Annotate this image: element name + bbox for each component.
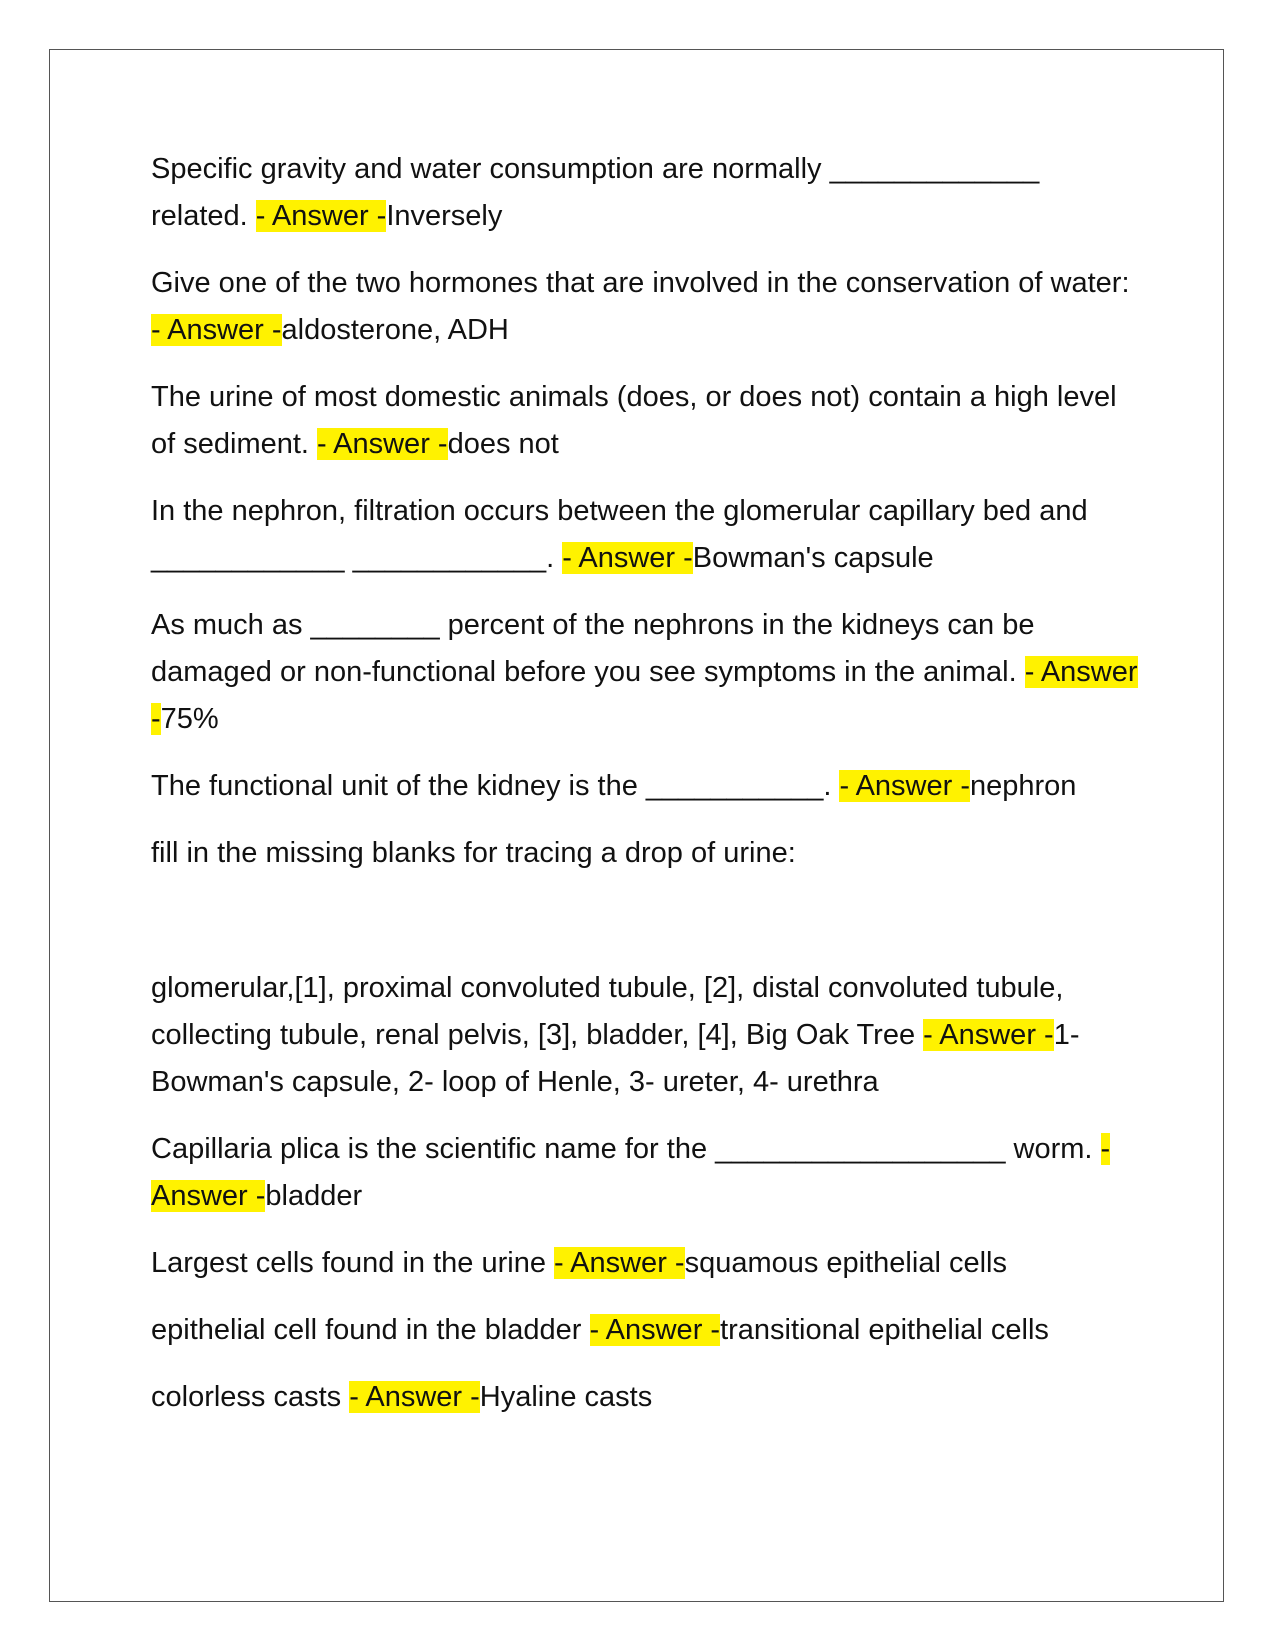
answer-text: bladder (265, 1180, 363, 1212)
answer-marker: - Answer - (151, 656, 1138, 735)
answer-text: does not (447, 428, 559, 460)
qa-item (151, 965, 1141, 1106)
qa-item (151, 146, 1141, 240)
answer-text: Hyaline casts (479, 1381, 653, 1413)
answer-text: Bowman's capsule (692, 542, 934, 574)
answer-marker: - Answer - (562, 542, 693, 574)
question-text: In the nephron, filtration occurs between the glomerular capillary bed and ____________ ____________. (151, 495, 1088, 574)
question-text: Capillaria plica is the scientific name for the __________________ worm. (151, 1133, 1101, 1165)
answer-text: transitional epithelial cells (720, 1314, 1049, 1346)
question-text: epithelial cell found in the bladder (151, 1314, 590, 1346)
answer-marker: - Answer - (255, 200, 387, 232)
answer-marker: - Answer - (839, 770, 970, 802)
qa-item (151, 1374, 1141, 1421)
qa-item (151, 260, 1141, 354)
answer-text: squamous epithelial cells (684, 1247, 1007, 1279)
document-body (151, 146, 1141, 1441)
question-text: The urine of most domestic animals (does, or does not) contain a high level of sediment. (151, 381, 1117, 460)
answer-text: Inversely (386, 200, 503, 232)
qa-item (151, 1240, 1141, 1287)
answer-text: 1- Bowman's capsule, 2- loop of Henle, 3- ureter, 4- urethra (151, 1019, 1080, 1098)
qa-item (151, 763, 1141, 810)
question-text: The functional unit of the kidney is the ___________. (151, 770, 840, 802)
qa-item (151, 374, 1141, 468)
answer-marker: - Answer - (151, 314, 282, 346)
answer-marker: - Answer - (923, 1019, 1054, 1051)
answer-marker: - Answer - (554, 1247, 685, 1279)
question-text: As much as ________ percent of the nephrons in the kidneys can be damaged or non-functional before you see symptoms in the animal. (151, 609, 1035, 688)
question-text: Give one of the two hormones that are involved in the conservation of water: (151, 267, 1130, 299)
question-text: colorless casts (151, 1381, 350, 1413)
question-text: Specific gravity and water consumption are normally _____________ related. (151, 153, 1040, 232)
answer-text: nephron (969, 770, 1077, 802)
answer-marker: - Answer - (349, 1381, 480, 1413)
qa-item (151, 488, 1141, 582)
answer-marker: - Answer - (317, 428, 448, 460)
qa-item (151, 1126, 1141, 1220)
qa-item (151, 1307, 1141, 1354)
answer-marker: - Answer - (589, 1314, 721, 1346)
instruction-text: fill in the missing blanks for tracing a drop of urine: (151, 837, 796, 869)
question-text: Largest cells found in the urine (151, 1247, 555, 1279)
answer-text: aldosterone, ADH (281, 314, 509, 346)
answer-marker: - Answer - (151, 1133, 1111, 1212)
question-text: glomerular,[1], proximal convoluted tubule, [2], distal convoluted tubule, collecting tubule, renal pelvis, [3], bladder, [4], Big Oak Tree (151, 972, 1064, 1051)
qa-item (151, 602, 1141, 743)
answer-text: 75% (160, 703, 219, 735)
